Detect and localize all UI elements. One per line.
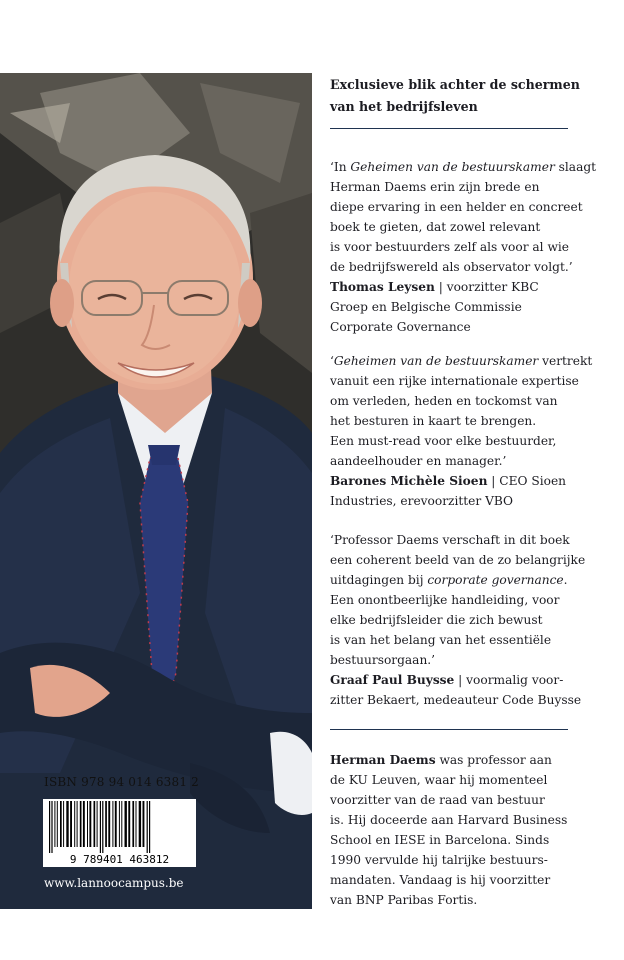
bio-line: voorzitter van de raad van bestuur — [330, 793, 545, 807]
tagline-line: van het bedrijfsleven — [330, 99, 478, 114]
tagline-line: Exclusieve blik achter de schermen — [330, 77, 580, 92]
barcode-bar — [147, 801, 148, 853]
quote-line: de bedrijfswereld als observator volgt.’ — [330, 260, 573, 274]
barcode-bar — [108, 801, 110, 847]
bio-author-name: Herman Daems — [330, 753, 436, 767]
tagline-heading — [330, 74, 600, 118]
barcode-bar — [74, 801, 75, 847]
barcode-bar — [149, 801, 150, 853]
barcode-bar — [63, 801, 64, 847]
bio-line: van BNP Paribas Fortis. — [330, 893, 478, 907]
quote-line: bestuursorgaan.’ — [330, 653, 436, 667]
barcode-bar — [54, 801, 55, 847]
quote-line: Een onontbeerlijke handleiding, voor — [330, 593, 560, 607]
bio-line: de KU Leuven, waar hij momenteel — [330, 773, 548, 787]
quote-line: boek te gieten, dat zowel relevant — [330, 220, 541, 234]
quote-role: Groep en Belgische Commissie — [330, 300, 522, 314]
quote-line: Herman Daems erin zijn brede en — [330, 180, 540, 194]
review-quote-3 — [330, 530, 600, 710]
quote-line: ‘Geheimen van de bestuurskamer vertrekt — [330, 354, 593, 368]
barcode-bar — [112, 801, 113, 847]
quote-line: een coherent beeld van de zo belangrijke — [330, 553, 586, 567]
quote-role: zitter Bekaert, medeauteur Code Buysse — [330, 693, 582, 707]
barcode — [43, 799, 196, 867]
quote-line: ‘In Geheimen van de bestuurskamer slaagt — [330, 160, 597, 174]
barcode-bar — [94, 801, 96, 847]
barcode-bar — [77, 801, 78, 847]
quote-line: om verleden, heden en tockomst van — [330, 394, 558, 408]
quote-author: Graaf Paul Buysse — [330, 673, 455, 687]
bio-line: mandaten. Vandaag is hij voorzitter — [330, 873, 551, 887]
quote-line: is van het belang van het essentiële — [330, 633, 552, 647]
barcode-bar — [136, 801, 137, 847]
barcode-bar — [139, 801, 141, 847]
barcode-bar — [100, 801, 101, 853]
quote-author: Barones Michèle Sioen — [330, 474, 488, 488]
barcode-bar — [51, 801, 52, 853]
quote-line: het besturen in kaart te brengen. — [330, 414, 537, 428]
barcode-graphic — [43, 799, 196, 867]
barcode-bar — [125, 801, 127, 847]
quote-line: aandeelhouder en manager.’ — [330, 454, 507, 468]
barcode-bar — [132, 801, 134, 847]
barcode-bar — [143, 801, 145, 847]
quote-attribution: Barones Michèle Sioen | CEO Sioen — [330, 474, 567, 488]
barcode-bar — [102, 801, 103, 853]
bio-line: 1990 vervulde hij talrijke bestuurs- — [330, 853, 548, 867]
quote-role: Industries, erevoorzitter VBO — [330, 494, 514, 508]
divider-rule — [330, 128, 568, 129]
bio-line: School en IESE in Barcelona. Sinds — [330, 833, 550, 847]
quote-attribution: Graaf Paul Buysse | voormalig voor- — [330, 673, 564, 687]
divider-rule — [330, 729, 568, 730]
barcode-bar — [105, 801, 107, 847]
bio-line: Herman Daems was professor aan — [330, 753, 552, 767]
review-quote-2 — [330, 351, 600, 511]
barcode-bar — [121, 801, 122, 847]
quote-attribution: Thomas Leysen | voorzitter KBC — [330, 280, 539, 294]
barcode-bar — [83, 801, 85, 847]
barcode-bar — [87, 801, 88, 847]
quote-author: Thomas Leysen — [330, 280, 435, 294]
quote-line: elke bedrijfsleider die zich bewust — [330, 613, 543, 627]
quote-role: Corporate Governance — [330, 320, 471, 334]
barcode-bar — [89, 801, 91, 847]
quote-line: is voor bestuurders zelf als voor al wie — [330, 240, 569, 254]
quote-line: diepe ervaring in een helder en concreet — [330, 200, 583, 214]
quote-line: Een must-read voor elke bestuurder, — [330, 434, 557, 448]
barcode-bar — [119, 801, 120, 847]
review-quote-1 — [330, 157, 600, 337]
barcode-number: 9 789401 463812 — [69, 853, 170, 866]
barcode-bar — [70, 801, 72, 847]
barcode-bar — [115, 801, 117, 847]
barcode-bar — [57, 801, 58, 847]
quote-line: uitdagingen bij corporate governance. — [330, 573, 568, 587]
author-bio — [330, 750, 600, 910]
isbn-text: ISBN 978 94 014 6381 2 — [44, 775, 200, 789]
bio-line: is. Hij doceerde aan Harvard Business — [330, 813, 568, 827]
quote-line: ‘Professor Daems verschaft in dit boek — [330, 533, 570, 547]
barcode-bar — [80, 801, 82, 847]
barcode-bar — [128, 801, 130, 847]
barcode-bar — [60, 801, 62, 847]
quote-line: vanuit een rijke internationale expertise — [330, 374, 579, 388]
barcode-bar — [49, 801, 50, 853]
publisher-website: www.lannoocampus.be — [44, 876, 184, 890]
barcode-bar — [97, 801, 98, 847]
barcode-bar — [66, 801, 68, 847]
